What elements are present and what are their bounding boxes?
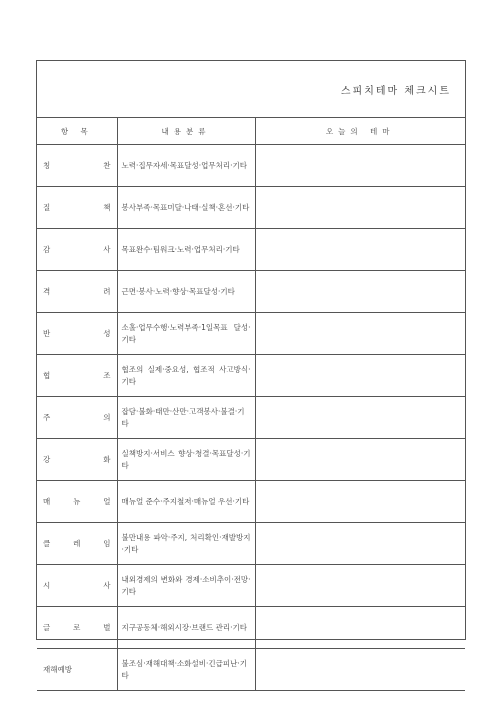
row-item-char: 칭 xyxy=(43,161,51,170)
row-item xyxy=(37,313,117,355)
table-row xyxy=(37,565,465,607)
row-item-char: 조 xyxy=(103,371,111,380)
row-item-char: 벌 xyxy=(103,623,111,632)
table-row xyxy=(37,439,465,481)
row-item-char: 사 xyxy=(103,245,111,254)
row-content: 봉사부족·목표미달·나태·실책·혼선·기타 xyxy=(117,187,255,229)
row-theme-cell[interactable] xyxy=(255,607,465,649)
row-item-char: 화 xyxy=(103,455,111,464)
row-item-char: 글 xyxy=(43,623,51,632)
row-item-char: 의 xyxy=(103,413,111,422)
row-item-char: 강 xyxy=(43,455,51,464)
row-content: 협조의 실제·중요성, 협조적 사고방식·기타 xyxy=(117,355,255,397)
row-item xyxy=(37,607,117,649)
row-theme-cell[interactable] xyxy=(255,187,465,229)
row-item-char: 매 xyxy=(43,497,51,506)
table-row xyxy=(37,355,465,397)
row-item xyxy=(37,649,117,691)
row-item-char: 책 xyxy=(103,203,111,212)
row-item xyxy=(37,229,117,271)
table-row xyxy=(37,187,465,229)
checksheet xyxy=(36,60,466,680)
row-theme-cell[interactable] xyxy=(255,439,465,481)
row-theme-cell[interactable] xyxy=(255,271,465,313)
row-item xyxy=(37,145,117,187)
row-item-char: 뉴 xyxy=(73,497,81,506)
sheet-title: 스피치테마 체크시트 xyxy=(340,86,451,97)
header-row xyxy=(37,118,465,145)
row-item-char: 레 xyxy=(73,539,81,548)
row-content: 근면·봉사·노력·향상·목표달성·기타 xyxy=(117,271,255,313)
table-row xyxy=(37,649,465,691)
row-item-char: 클 xyxy=(43,539,51,548)
row-theme-cell[interactable] xyxy=(255,649,465,691)
row-item-char: 얼 xyxy=(103,497,111,506)
row-item-char: 임 xyxy=(103,539,111,548)
row-item xyxy=(37,397,117,439)
title-row xyxy=(37,61,465,118)
row-item-char: 반 xyxy=(43,329,51,338)
row-theme-cell[interactable] xyxy=(255,397,465,439)
row-item-char: 시 xyxy=(43,581,51,590)
table-row xyxy=(37,481,465,523)
table-row xyxy=(37,229,465,271)
row-content: 목표완수·팀워크·노력·업무처리·기타 xyxy=(117,229,255,271)
row-theme-cell[interactable] xyxy=(255,523,465,565)
row-theme-cell[interactable] xyxy=(255,145,465,187)
row-item xyxy=(37,271,117,313)
row-item xyxy=(37,565,117,607)
table-row xyxy=(37,271,465,313)
row-content: 불만내용 파악·주지, 처리확인·재발방지·기타 xyxy=(117,523,255,565)
row-item-char: 감 xyxy=(43,245,51,254)
theme-table xyxy=(37,118,465,691)
row-theme-cell[interactable] xyxy=(255,481,465,523)
row-item xyxy=(37,523,117,565)
table-row xyxy=(37,145,465,187)
row-item-char: 주 xyxy=(43,413,51,422)
row-item xyxy=(37,439,117,481)
row-theme-cell[interactable] xyxy=(255,229,465,271)
table-row xyxy=(37,607,465,649)
table-row xyxy=(37,523,465,565)
row-item-char: 려 xyxy=(103,287,111,296)
row-content: 잡담·불화·태만·산만·고객봉사·불결·기타 xyxy=(117,397,255,439)
row-item-char: 성 xyxy=(103,329,111,338)
row-item-char: 재해예방 xyxy=(43,665,72,674)
row-item-char: 질 xyxy=(43,203,51,212)
row-content: 지구공동체·해외시장·브랜드 관리·기타 xyxy=(117,607,255,649)
row-content: 내외경제의 변화와 경제·소비추이·전망·기타 xyxy=(117,565,255,607)
row-item-char: 협 xyxy=(43,371,51,380)
row-item xyxy=(37,355,117,397)
row-content: 소홀·업무수행·노력부족·1일목표 달성·기타 xyxy=(117,313,255,355)
row-item xyxy=(37,481,117,523)
row-content: 불조심·재해대책·소화설비·긴급피난·기타 xyxy=(117,649,255,691)
header-theme: 오늘의 테마 xyxy=(255,118,465,145)
table-row xyxy=(37,313,465,355)
row-theme-cell[interactable] xyxy=(255,313,465,355)
row-item-char: 찬 xyxy=(103,161,111,170)
row-item-char: 로 xyxy=(73,623,81,632)
row-theme-cell[interactable] xyxy=(255,355,465,397)
row-item-char: 사 xyxy=(103,581,111,590)
header-content: 내용분류 xyxy=(117,118,255,145)
table-row xyxy=(37,397,465,439)
header-item: 항 목 xyxy=(37,118,117,145)
row-theme-cell[interactable] xyxy=(255,565,465,607)
row-item-char: 격 xyxy=(43,287,51,296)
row-content: 노력·집무자세·목표달성·업무처리·기타 xyxy=(117,145,255,187)
row-content: 매뉴얼 준수·주지철저·매뉴얼 우선·기타 xyxy=(117,481,255,523)
row-content: 실책방지·서비스 향상·청결·목표달성·기타 xyxy=(117,439,255,481)
row-item xyxy=(37,187,117,229)
